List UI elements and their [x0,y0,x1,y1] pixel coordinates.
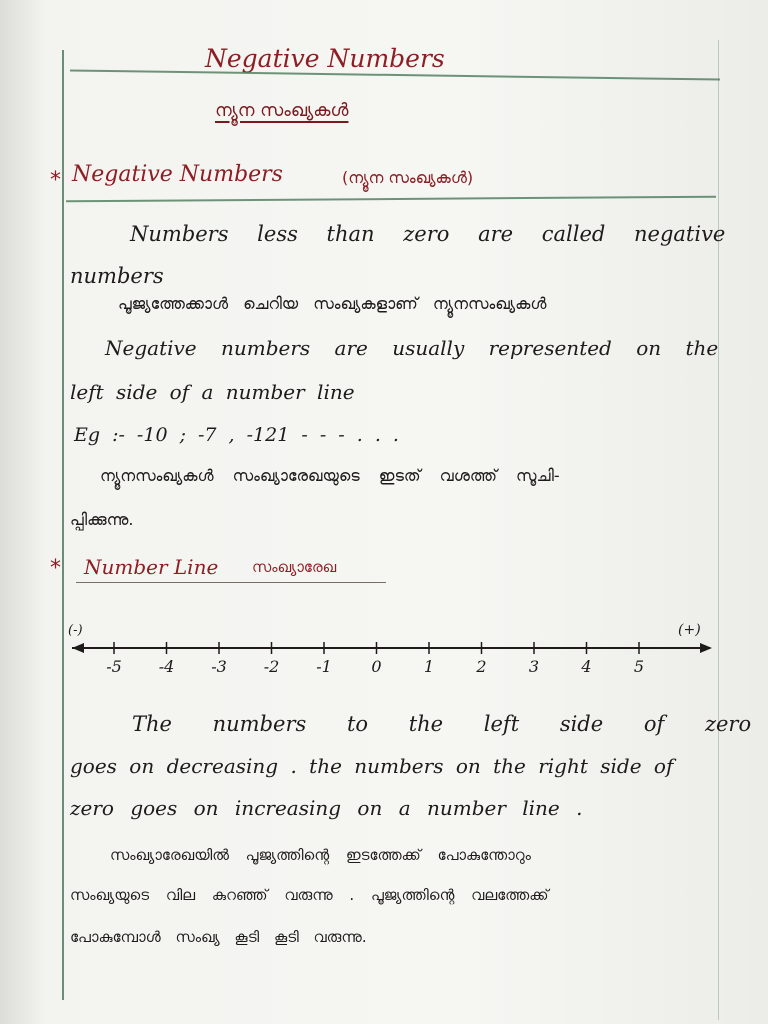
explanation-line-2: goes on decreasing . the numbers on the right side of [70,754,674,778]
representation-line-1: Negative numbers are usually represented on the [105,336,719,360]
tick-label: -3 [211,657,227,676]
definition-line-2: numbers [70,264,164,288]
tick-label: 4 [581,657,592,676]
tick-label: 3 [528,657,540,676]
section-bullet-star: * [50,168,61,193]
tick-label: -1 [316,657,332,676]
section1-rule [66,196,716,203]
explanation-line-1: The numbers to the left side of zero [132,712,752,736]
representation-line-2: left side of a number line [70,380,355,404]
tick-label: -4 [158,657,175,676]
tick-label: 1 [423,657,435,676]
page-title: Negative Numbers [205,44,445,73]
section2-title-ml: സംഖ്യാരേഖ [252,558,337,576]
example-line: Eg :- -10 ; -7 , -121 - - - . . . [74,424,399,446]
tick-label: 5 [633,657,645,676]
negative-direction-label: (-) [68,623,83,638]
definition-ml-line: പൂജ്യത്തേക്കാൾ ചെറിയ സംഖ്യകളാണ് ന്യൂനസംഖ്യകൾ [118,294,547,313]
tick-label: -5 [106,657,122,676]
right-margin-line [718,40,719,1020]
page-subtitle-ml: ന്യൂന സംഖ്യകൾ [215,100,349,121]
tick-label: 2 [476,657,487,676]
representation-ml-line-2: പ്പിക്കുന്നു. [70,510,134,529]
explanation-line-3: zero goes on increasing on a number line . [70,796,583,820]
section2-rule [76,582,386,583]
tick-label: 0 [371,657,382,676]
number-line-chart [60,610,730,690]
section1-title-ml: (ന്യൂന സംഖ്യകൾ) [342,168,474,187]
right-arrowhead [700,643,712,653]
left-arrowhead [72,643,84,653]
representation-ml-line-1: ന്യൂനസംഖ്യകൾ സംഖ്യാരേഖയുടെ ഇടത് വശത്ത് സൂചി- [100,466,560,485]
tick-label: -2 [263,657,280,676]
section-bullet-star-2: * [50,556,61,581]
section2-title: Number Line [84,555,219,579]
explanation-ml-line-3: പോകുമ്പോൾ സംഖ്യ കൂടി കൂടി വരുന്നു. [70,928,367,946]
explanation-ml-line-1: സംഖ്യാരേഖയിൽ പൂജ്യത്തിന്റെ ഇടത്തേക്ക് പോകുന്തോറും [110,846,531,864]
definition-line-1: Numbers less than zero are called negative [130,222,726,246]
margin-line [62,50,64,1000]
section1-title: Negative Numbers [72,162,283,187]
explanation-ml-line-2: സംഖ്യയുടെ വില കുറഞ്ഞ് വരുന്നു . പൂജ്യത്തിന്റെ വലത്തേക്ക് [70,886,549,904]
positive-direction-label: (+) [678,622,701,638]
